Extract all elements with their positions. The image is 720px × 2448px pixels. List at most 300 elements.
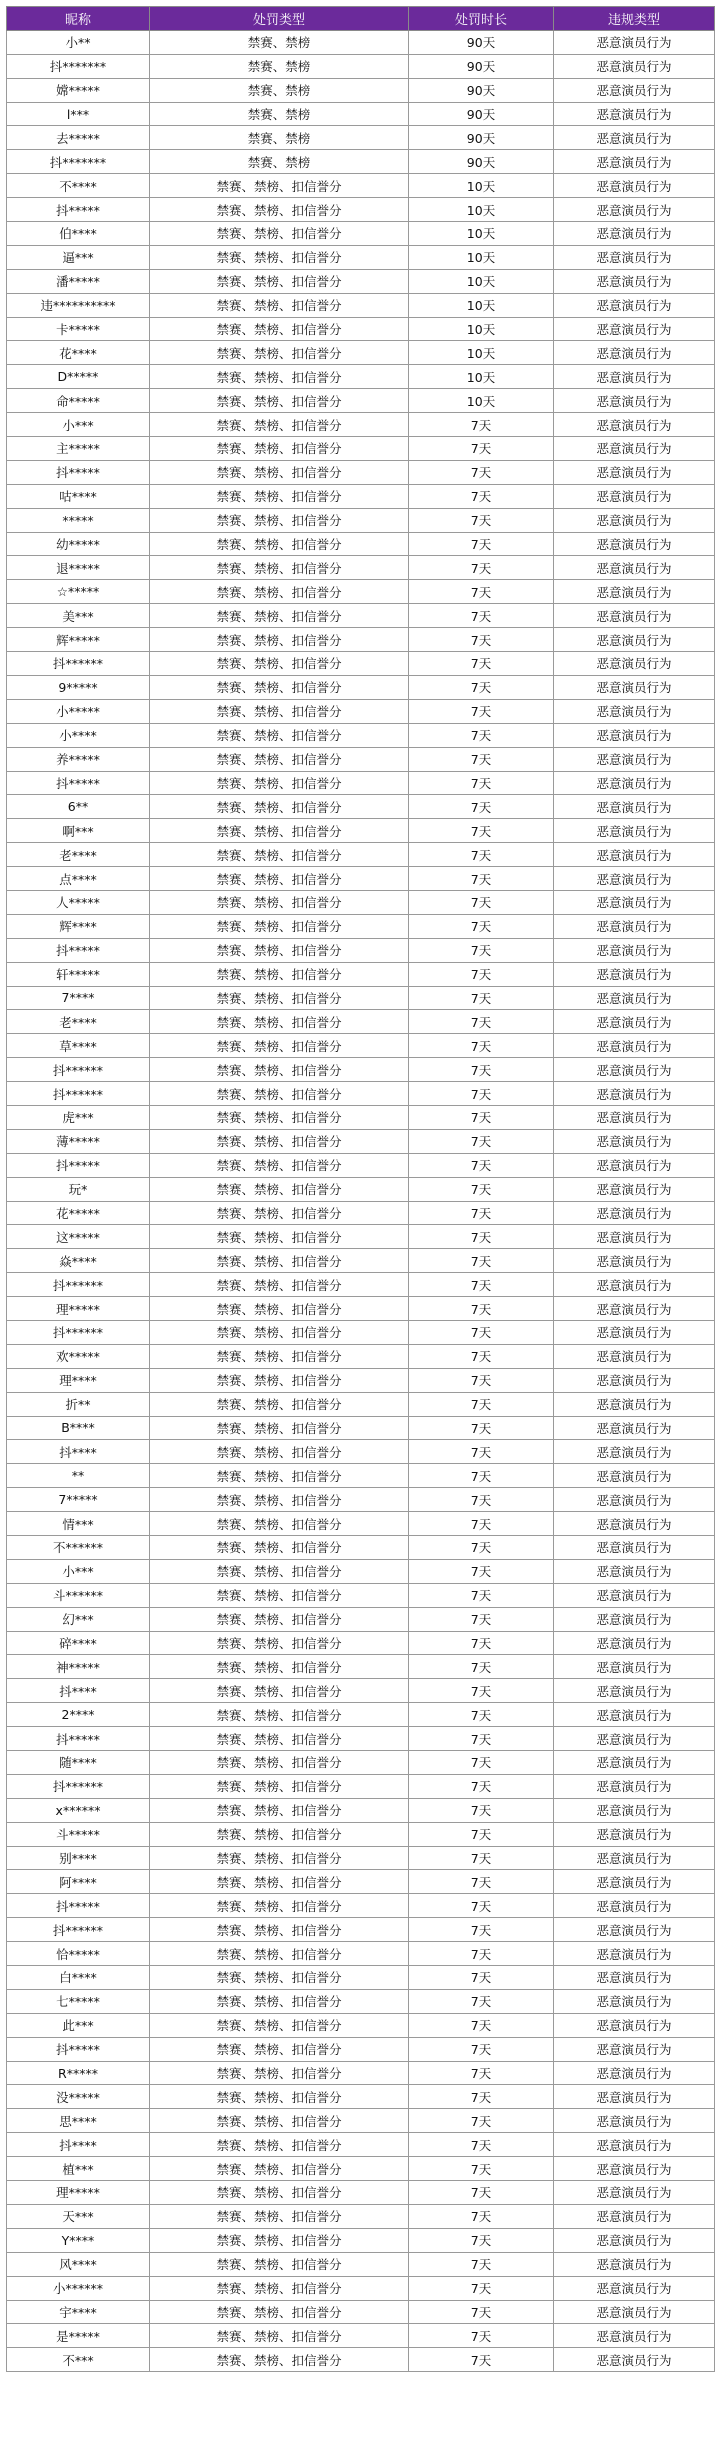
cell-nickname: 理***** bbox=[7, 2181, 150, 2205]
cell-penalty-type: 禁赛、禁榜 bbox=[150, 102, 409, 126]
table-row bbox=[7, 867, 715, 891]
cell-nickname: 抖***** bbox=[7, 198, 150, 222]
cell-violation-type: 恶意演员行为 bbox=[554, 2061, 715, 2085]
cell-violation-type: 恶意演员行为 bbox=[554, 2252, 715, 2276]
table-row bbox=[7, 126, 715, 150]
cell-violation-type: 恶意演员行为 bbox=[554, 723, 715, 747]
cell-penalty-type: 禁赛、禁榜、扣信誉分 bbox=[150, 867, 409, 891]
cell-penalty-duration: 7天 bbox=[409, 675, 554, 699]
cell-penalty-type: 禁赛、禁榜、扣信誉分 bbox=[150, 1536, 409, 1560]
cell-violation-type: 恶意演员行为 bbox=[554, 962, 715, 986]
cell-violation-type: 恶意演员行为 bbox=[554, 1512, 715, 1536]
cell-penalty-type: 禁赛、禁榜、扣信誉分 bbox=[150, 2133, 409, 2157]
table-row bbox=[7, 652, 715, 676]
cell-penalty-type: 禁赛、禁榜、扣信誉分 bbox=[150, 723, 409, 747]
table-row bbox=[7, 54, 715, 78]
table-row bbox=[7, 1177, 715, 1201]
cell-violation-type: 恶意演员行为 bbox=[554, 1894, 715, 1918]
cell-nickname: 抖***** bbox=[7, 2037, 150, 2061]
cell-penalty-duration: 7天 bbox=[409, 1440, 554, 1464]
cell-penalty-type: 禁赛、禁榜、扣信誉分 bbox=[150, 1512, 409, 1536]
cell-penalty-duration: 10天 bbox=[409, 222, 554, 246]
cell-penalty-duration: 7天 bbox=[409, 723, 554, 747]
table-row bbox=[7, 1774, 715, 1798]
cell-penalty-duration: 7天 bbox=[409, 1010, 554, 1034]
cell-penalty-duration: 7天 bbox=[409, 819, 554, 843]
cell-violation-type: 恶意演员行为 bbox=[554, 1129, 715, 1153]
cell-violation-type: 恶意演员行为 bbox=[554, 2157, 715, 2181]
cell-nickname: 嫦***** bbox=[7, 78, 150, 102]
cell-penalty-duration: 7天 bbox=[409, 1942, 554, 1966]
cell-penalty-type: 禁赛、禁榜、扣信誉分 bbox=[150, 938, 409, 962]
cell-penalty-type: 禁赛、禁榜 bbox=[150, 30, 409, 54]
column-header-penalty-type: 处罚类型 bbox=[150, 7, 409, 31]
table-row bbox=[7, 819, 715, 843]
cell-penalty-type: 禁赛、禁榜、扣信誉分 bbox=[150, 986, 409, 1010]
cell-violation-type: 恶意演员行为 bbox=[554, 1918, 715, 1942]
cell-penalty-type: 禁赛、禁榜、扣信誉分 bbox=[150, 1105, 409, 1129]
cell-penalty-duration: 7天 bbox=[409, 986, 554, 1010]
cell-nickname: 老**** bbox=[7, 843, 150, 867]
cell-violation-type: 恶意演员行为 bbox=[554, 2109, 715, 2133]
cell-penalty-duration: 7天 bbox=[409, 1966, 554, 1990]
table-row bbox=[7, 556, 715, 580]
cell-penalty-type: 禁赛、禁榜、扣信誉分 bbox=[150, 1129, 409, 1153]
cell-penalty-type: 禁赛、禁榜、扣信誉分 bbox=[150, 2276, 409, 2300]
cell-penalty-type: 禁赛、禁榜、扣信誉分 bbox=[150, 1320, 409, 1344]
cell-penalty-duration: 90天 bbox=[409, 30, 554, 54]
cell-violation-type: 恶意演员行为 bbox=[554, 1368, 715, 1392]
cell-violation-type: 恶意演员行为 bbox=[554, 1822, 715, 1846]
cell-penalty-type: 禁赛、禁榜、扣信誉分 bbox=[150, 1058, 409, 1082]
cell-violation-type: 恶意演员行为 bbox=[554, 1583, 715, 1607]
cell-penalty-duration: 7天 bbox=[409, 1201, 554, 1225]
cell-nickname: 这***** bbox=[7, 1225, 150, 1249]
cell-nickname: 此*** bbox=[7, 2013, 150, 2037]
cell-penalty-type: 禁赛、禁榜、扣信誉分 bbox=[150, 532, 409, 556]
cell-nickname: 老**** bbox=[7, 1010, 150, 1034]
table-row bbox=[7, 174, 715, 198]
header-row bbox=[7, 7, 715, 31]
cell-violation-type: 恶意演员行为 bbox=[554, 1798, 715, 1822]
cell-nickname: 主***** bbox=[7, 437, 150, 461]
cell-penalty-duration: 7天 bbox=[409, 1631, 554, 1655]
table-row bbox=[7, 1966, 715, 1990]
cell-violation-type: 恶意演员行为 bbox=[554, 1607, 715, 1631]
table-row bbox=[7, 532, 715, 556]
cell-violation-type: 恶意演员行为 bbox=[554, 508, 715, 532]
cell-penalty-type: 禁赛、禁榜、扣信誉分 bbox=[150, 1966, 409, 1990]
cell-nickname: 2**** bbox=[7, 1703, 150, 1727]
cell-nickname: 碎**** bbox=[7, 1631, 150, 1655]
cell-penalty-duration: 7天 bbox=[409, 1559, 554, 1583]
cell-nickname: 小*** bbox=[7, 1559, 150, 1583]
cell-penalty-type: 禁赛、禁榜、扣信誉分 bbox=[150, 604, 409, 628]
table-row bbox=[7, 1655, 715, 1679]
cell-violation-type: 恶意演员行为 bbox=[554, 437, 715, 461]
cell-penalty-type: 禁赛、禁榜、扣信誉分 bbox=[150, 914, 409, 938]
cell-penalty-type: 禁赛、禁榜、扣信誉分 bbox=[150, 1440, 409, 1464]
cell-penalty-type: 禁赛、禁榜、扣信誉分 bbox=[150, 2061, 409, 2085]
cell-penalty-duration: 7天 bbox=[409, 1392, 554, 1416]
cell-penalty-duration: 7天 bbox=[409, 890, 554, 914]
cell-violation-type: 恶意演员行为 bbox=[554, 2204, 715, 2228]
cell-nickname: 去***** bbox=[7, 126, 150, 150]
cell-nickname: 植*** bbox=[7, 2157, 150, 2181]
cell-penalty-type: 禁赛、禁榜、扣信誉分 bbox=[150, 1822, 409, 1846]
cell-penalty-type: 禁赛、禁榜、扣信誉分 bbox=[150, 1344, 409, 1368]
cell-nickname: 抖******* bbox=[7, 54, 150, 78]
cell-nickname: 抖****** bbox=[7, 1082, 150, 1106]
cell-nickname: 幻*** bbox=[7, 1607, 150, 1631]
cell-penalty-type: 禁赛、禁榜、扣信誉分 bbox=[150, 628, 409, 652]
cell-nickname: R***** bbox=[7, 2061, 150, 2085]
cell-penalty-duration: 7天 bbox=[409, 460, 554, 484]
table-row bbox=[7, 413, 715, 437]
cell-nickname: Y**** bbox=[7, 2228, 150, 2252]
cell-nickname: 抖****** bbox=[7, 1273, 150, 1297]
column-header-nickname: 昵称 bbox=[7, 7, 150, 31]
cell-violation-type: 恶意演员行为 bbox=[554, 2085, 715, 2109]
cell-violation-type: 恶意演员行为 bbox=[554, 1177, 715, 1201]
table-row bbox=[7, 1846, 715, 1870]
cell-nickname: 卡***** bbox=[7, 317, 150, 341]
table-row bbox=[7, 1058, 715, 1082]
cell-penalty-type: 禁赛、禁榜 bbox=[150, 54, 409, 78]
cell-penalty-type: 禁赛、禁榜、扣信誉分 bbox=[150, 1082, 409, 1106]
cell-violation-type: 恶意演员行为 bbox=[554, 1249, 715, 1273]
table-row bbox=[7, 78, 715, 102]
table-row bbox=[7, 460, 715, 484]
table-row bbox=[7, 1607, 715, 1631]
table-row bbox=[7, 1464, 715, 1488]
cell-nickname: 抖****** bbox=[7, 1918, 150, 1942]
cell-penalty-duration: 7天 bbox=[409, 1846, 554, 1870]
cell-violation-type: 恶意演员行为 bbox=[554, 1320, 715, 1344]
cell-penalty-type: 禁赛、禁榜、扣信誉分 bbox=[150, 389, 409, 413]
cell-violation-type: 恶意演员行为 bbox=[554, 1034, 715, 1058]
cell-penalty-duration: 10天 bbox=[409, 365, 554, 389]
table-row bbox=[7, 1273, 715, 1297]
cell-penalty-duration: 7天 bbox=[409, 914, 554, 938]
cell-violation-type: 恶意演员行为 bbox=[554, 1392, 715, 1416]
cell-penalty-type: 禁赛、禁榜、扣信誉分 bbox=[150, 580, 409, 604]
cell-penalty-duration: 7天 bbox=[409, 1870, 554, 1894]
cell-nickname: 薄***** bbox=[7, 1129, 150, 1153]
cell-nickname: l*** bbox=[7, 102, 150, 126]
cell-penalty-duration: 7天 bbox=[409, 1894, 554, 1918]
cell-nickname: 美*** bbox=[7, 604, 150, 628]
cell-penalty-duration: 7天 bbox=[409, 771, 554, 795]
cell-violation-type: 恶意演员行为 bbox=[554, 413, 715, 437]
cell-penalty-type: 禁赛、禁榜、扣信誉分 bbox=[150, 1870, 409, 1894]
cell-nickname: 斗****** bbox=[7, 1583, 150, 1607]
table-row bbox=[7, 1703, 715, 1727]
cell-nickname: 阿**** bbox=[7, 1870, 150, 1894]
cell-penalty-type: 禁赛、禁榜、扣信誉分 bbox=[150, 2037, 409, 2061]
cell-penalty-duration: 7天 bbox=[409, 580, 554, 604]
cell-violation-type: 恶意演员行为 bbox=[554, 1344, 715, 1368]
table-row bbox=[7, 1392, 715, 1416]
cell-nickname: 小*** bbox=[7, 413, 150, 437]
cell-violation-type: 恶意演员行为 bbox=[554, 341, 715, 365]
cell-penalty-type: 禁赛、禁榜、扣信誉分 bbox=[150, 1201, 409, 1225]
cell-penalty-duration: 7天 bbox=[409, 2204, 554, 2228]
cell-violation-type: 恶意演员行为 bbox=[554, 2276, 715, 2300]
cell-violation-type: 恶意演员行为 bbox=[554, 1536, 715, 1560]
table-row bbox=[7, 1536, 715, 1560]
cell-penalty-duration: 7天 bbox=[409, 1703, 554, 1727]
cell-penalty-type: 禁赛、禁榜、扣信誉分 bbox=[150, 1034, 409, 1058]
cell-penalty-type: 禁赛、禁榜、扣信誉分 bbox=[150, 2085, 409, 2109]
cell-penalty-type: 禁赛、禁榜 bbox=[150, 150, 409, 174]
cell-penalty-duration: 7天 bbox=[409, 843, 554, 867]
cell-penalty-type: 禁赛、禁榜、扣信誉分 bbox=[150, 1774, 409, 1798]
cell-penalty-duration: 7天 bbox=[409, 1918, 554, 1942]
cell-violation-type: 恶意演员行为 bbox=[554, 1966, 715, 1990]
cell-nickname: 7**** bbox=[7, 986, 150, 1010]
cell-violation-type: 恶意演员行为 bbox=[554, 747, 715, 771]
table-row bbox=[7, 1989, 715, 2013]
cell-nickname: 命***** bbox=[7, 389, 150, 413]
cell-violation-type: 恶意演员行为 bbox=[554, 2037, 715, 2061]
cell-penalty-duration: 7天 bbox=[409, 2157, 554, 2181]
cell-penalty-duration: 7天 bbox=[409, 1798, 554, 1822]
cell-penalty-type: 禁赛、禁榜、扣信誉分 bbox=[150, 1942, 409, 1966]
table-row bbox=[7, 317, 715, 341]
cell-penalty-type: 禁赛、禁榜、扣信誉分 bbox=[150, 2157, 409, 2181]
cell-penalty-duration: 7天 bbox=[409, 2085, 554, 2109]
cell-penalty-type: 禁赛、禁榜、扣信誉分 bbox=[150, 1679, 409, 1703]
cell-penalty-type: 禁赛、禁榜、扣信誉分 bbox=[150, 222, 409, 246]
cell-penalty-duration: 7天 bbox=[409, 2276, 554, 2300]
cell-violation-type: 恶意演员行为 bbox=[554, 532, 715, 556]
cell-nickname: 小****** bbox=[7, 2276, 150, 2300]
cell-violation-type: 恶意演员行为 bbox=[554, 604, 715, 628]
cell-penalty-duration: 10天 bbox=[409, 341, 554, 365]
cell-nickname: 七***** bbox=[7, 1989, 150, 2013]
cell-violation-type: 恶意演员行为 bbox=[554, 1703, 715, 1727]
cell-violation-type: 恶意演员行为 bbox=[554, 1870, 715, 1894]
cell-penalty-duration: 7天 bbox=[409, 1488, 554, 1512]
cell-penalty-duration: 7天 bbox=[409, 1249, 554, 1273]
table-row bbox=[7, 771, 715, 795]
table-row bbox=[7, 1798, 715, 1822]
table-row bbox=[7, 2252, 715, 2276]
cell-penalty-type: 禁赛、禁榜、扣信誉分 bbox=[150, 652, 409, 676]
cell-nickname: 恰***** bbox=[7, 1942, 150, 1966]
cell-penalty-duration: 7天 bbox=[409, 795, 554, 819]
cell-violation-type: 恶意演员行为 bbox=[554, 1416, 715, 1440]
cell-nickname: 别**** bbox=[7, 1846, 150, 1870]
cell-nickname: 思**** bbox=[7, 2109, 150, 2133]
cell-nickname: 潘***** bbox=[7, 269, 150, 293]
cell-nickname: 情*** bbox=[7, 1512, 150, 1536]
cell-nickname: 抖***** bbox=[7, 1894, 150, 1918]
cell-penalty-type: 禁赛、禁榜、扣信誉分 bbox=[150, 1607, 409, 1631]
cell-penalty-duration: 7天 bbox=[409, 1297, 554, 1321]
table-row bbox=[7, 890, 715, 914]
table-row bbox=[7, 365, 715, 389]
cell-penalty-type: 禁赛、禁榜、扣信誉分 bbox=[150, 341, 409, 365]
table-row bbox=[7, 2133, 715, 2157]
cell-nickname: 抖****** bbox=[7, 1774, 150, 1798]
cell-penalty-duration: 7天 bbox=[409, 1536, 554, 1560]
cell-nickname: x****** bbox=[7, 1798, 150, 1822]
cell-penalty-type: 禁赛、禁榜 bbox=[150, 126, 409, 150]
cell-penalty-duration: 7天 bbox=[409, 1177, 554, 1201]
cell-violation-type: 恶意演员行为 bbox=[554, 102, 715, 126]
cell-penalty-type: 禁赛、禁榜、扣信誉分 bbox=[150, 1655, 409, 1679]
cell-violation-type: 恶意演员行为 bbox=[554, 484, 715, 508]
cell-penalty-duration: 7天 bbox=[409, 1679, 554, 1703]
cell-violation-type: 恶意演员行为 bbox=[554, 126, 715, 150]
table-row bbox=[7, 604, 715, 628]
cell-violation-type: 恶意演员行为 bbox=[554, 1464, 715, 1488]
table-row bbox=[7, 1894, 715, 1918]
cell-nickname: 宇**** bbox=[7, 2300, 150, 2324]
cell-nickname: 风**** bbox=[7, 2252, 150, 2276]
cell-violation-type: 恶意演员行为 bbox=[554, 1559, 715, 1583]
table-row bbox=[7, 2348, 715, 2372]
table-row bbox=[7, 1153, 715, 1177]
cell-violation-type: 恶意演员行为 bbox=[554, 174, 715, 198]
cell-penalty-duration: 10天 bbox=[409, 317, 554, 341]
cell-nickname: 6** bbox=[7, 795, 150, 819]
cell-penalty-duration: 7天 bbox=[409, 1727, 554, 1751]
cell-penalty-type: 禁赛、禁榜、扣信誉分 bbox=[150, 795, 409, 819]
cell-nickname: 草**** bbox=[7, 1034, 150, 1058]
cell-violation-type: 恶意演员行为 bbox=[554, 1105, 715, 1129]
cell-penalty-duration: 7天 bbox=[409, 962, 554, 986]
cell-violation-type: 恶意演员行为 bbox=[554, 699, 715, 723]
cell-penalty-type: 禁赛、禁榜、扣信誉分 bbox=[150, 1989, 409, 2013]
cell-penalty-duration: 7天 bbox=[409, 1583, 554, 1607]
cell-nickname: 抖****** bbox=[7, 1320, 150, 1344]
cell-penalty-duration: 7天 bbox=[409, 2037, 554, 2061]
cell-penalty-duration: 7天 bbox=[409, 1464, 554, 1488]
table-row bbox=[7, 843, 715, 867]
cell-nickname: 违********** bbox=[7, 293, 150, 317]
cell-penalty-type: 禁赛、禁榜、扣信誉分 bbox=[150, 1918, 409, 1942]
cell-violation-type: 恶意演员行为 bbox=[554, 1488, 715, 1512]
cell-penalty-type: 禁赛、禁榜、扣信誉分 bbox=[150, 1846, 409, 1870]
cell-penalty-type: 禁赛、禁榜、扣信誉分 bbox=[150, 508, 409, 532]
cell-violation-type: 恶意演员行为 bbox=[554, 890, 715, 914]
cell-penalty-type: 禁赛、禁榜、扣信誉分 bbox=[150, 2181, 409, 2205]
cell-penalty-duration: 7天 bbox=[409, 1105, 554, 1129]
cell-penalty-type: 禁赛、禁榜 bbox=[150, 78, 409, 102]
cell-penalty-duration: 7天 bbox=[409, 1989, 554, 2013]
cell-violation-type: 恶意演员行为 bbox=[554, 317, 715, 341]
cell-penalty-type: 禁赛、禁榜、扣信誉分 bbox=[150, 174, 409, 198]
table-row bbox=[7, 1297, 715, 1321]
cell-penalty-duration: 7天 bbox=[409, 1225, 554, 1249]
cell-penalty-duration: 7天 bbox=[409, 2133, 554, 2157]
cell-penalty-duration: 7天 bbox=[409, 652, 554, 676]
cell-penalty-type: 禁赛、禁榜、扣信誉分 bbox=[150, 1894, 409, 1918]
cell-penalty-duration: 7天 bbox=[409, 1273, 554, 1297]
cell-violation-type: 恶意演员行为 bbox=[554, 867, 715, 891]
cell-violation-type: 恶意演员行为 bbox=[554, 1058, 715, 1082]
table-row bbox=[7, 962, 715, 986]
cell-nickname: 点**** bbox=[7, 867, 150, 891]
cell-penalty-type: 禁赛、禁榜、扣信誉分 bbox=[150, 484, 409, 508]
column-header-violation-type: 违规类型 bbox=[554, 7, 715, 31]
cell-violation-type: 恶意演员行为 bbox=[554, 652, 715, 676]
cell-nickname: 人***** bbox=[7, 890, 150, 914]
table-row bbox=[7, 1727, 715, 1751]
cell-violation-type: 恶意演员行为 bbox=[554, 2300, 715, 2324]
cell-nickname: 7***** bbox=[7, 1488, 150, 1512]
table-row bbox=[7, 1942, 715, 1966]
cell-nickname: 抖***** bbox=[7, 771, 150, 795]
table-row bbox=[7, 508, 715, 532]
cell-penalty-type: 禁赛、禁榜、扣信誉分 bbox=[150, 245, 409, 269]
cell-nickname: 花**** bbox=[7, 341, 150, 365]
cell-penalty-type: 禁赛、禁榜、扣信誉分 bbox=[150, 675, 409, 699]
cell-penalty-duration: 7天 bbox=[409, 747, 554, 771]
table-header bbox=[7, 7, 715, 31]
cell-penalty-type: 禁赛、禁榜、扣信誉分 bbox=[150, 1368, 409, 1392]
cell-penalty-type: 禁赛、禁榜、扣信誉分 bbox=[150, 2300, 409, 2324]
cell-penalty-duration: 7天 bbox=[409, 867, 554, 891]
cell-nickname: 辉***** bbox=[7, 628, 150, 652]
cell-penalty-type: 禁赛、禁榜、扣信誉分 bbox=[150, 1392, 409, 1416]
cell-penalty-type: 禁赛、禁榜、扣信誉分 bbox=[150, 1249, 409, 1273]
cell-violation-type: 恶意演员行为 bbox=[554, 389, 715, 413]
table-row bbox=[7, 628, 715, 652]
cell-penalty-type: 禁赛、禁榜、扣信誉分 bbox=[150, 293, 409, 317]
cell-nickname: 理**** bbox=[7, 1368, 150, 1392]
cell-violation-type: 恶意演员行为 bbox=[554, 819, 715, 843]
cell-violation-type: 恶意演员行为 bbox=[554, 1010, 715, 1034]
cell-nickname: 轩***** bbox=[7, 962, 150, 986]
cell-nickname: 幼***** bbox=[7, 532, 150, 556]
cell-penalty-duration: 7天 bbox=[409, 1129, 554, 1153]
cell-violation-type: 恶意演员行为 bbox=[554, 293, 715, 317]
cell-penalty-type: 禁赛、禁榜、扣信誉分 bbox=[150, 365, 409, 389]
cell-violation-type: 恶意演员行为 bbox=[554, 1440, 715, 1464]
cell-penalty-type: 禁赛、禁榜、扣信誉分 bbox=[150, 1464, 409, 1488]
cell-nickname: 抖***** bbox=[7, 1727, 150, 1751]
cell-penalty-type: 禁赛、禁榜、扣信誉分 bbox=[150, 771, 409, 795]
table-row bbox=[7, 198, 715, 222]
cell-nickname: D***** bbox=[7, 365, 150, 389]
cell-nickname: 理***** bbox=[7, 1297, 150, 1321]
cell-penalty-type: 禁赛、禁榜、扣信誉分 bbox=[150, 1798, 409, 1822]
cell-penalty-duration: 7天 bbox=[409, 1368, 554, 1392]
cell-violation-type: 恶意演员行为 bbox=[554, 914, 715, 938]
cell-penalty-duration: 10天 bbox=[409, 174, 554, 198]
cell-violation-type: 恶意演员行为 bbox=[554, 2133, 715, 2157]
cell-penalty-type: 禁赛、禁榜、扣信誉分 bbox=[150, 2109, 409, 2133]
column-header-penalty-duration: 处罚时长 bbox=[409, 7, 554, 31]
cell-violation-type: 恶意演员行为 bbox=[554, 1727, 715, 1751]
table-row bbox=[7, 1416, 715, 1440]
cell-violation-type: 恶意演员行为 bbox=[554, 1153, 715, 1177]
cell-penalty-duration: 7天 bbox=[409, 2181, 554, 2205]
cell-penalty-duration: 7天 bbox=[409, 508, 554, 532]
cell-nickname: 抖**** bbox=[7, 1679, 150, 1703]
table-row bbox=[7, 1368, 715, 1392]
table-row bbox=[7, 699, 715, 723]
cell-nickname: 小**** bbox=[7, 723, 150, 747]
punishment-table bbox=[6, 6, 715, 2372]
cell-violation-type: 恶意演员行为 bbox=[554, 1655, 715, 1679]
cell-nickname: ***** bbox=[7, 508, 150, 532]
cell-nickname: 养***** bbox=[7, 747, 150, 771]
